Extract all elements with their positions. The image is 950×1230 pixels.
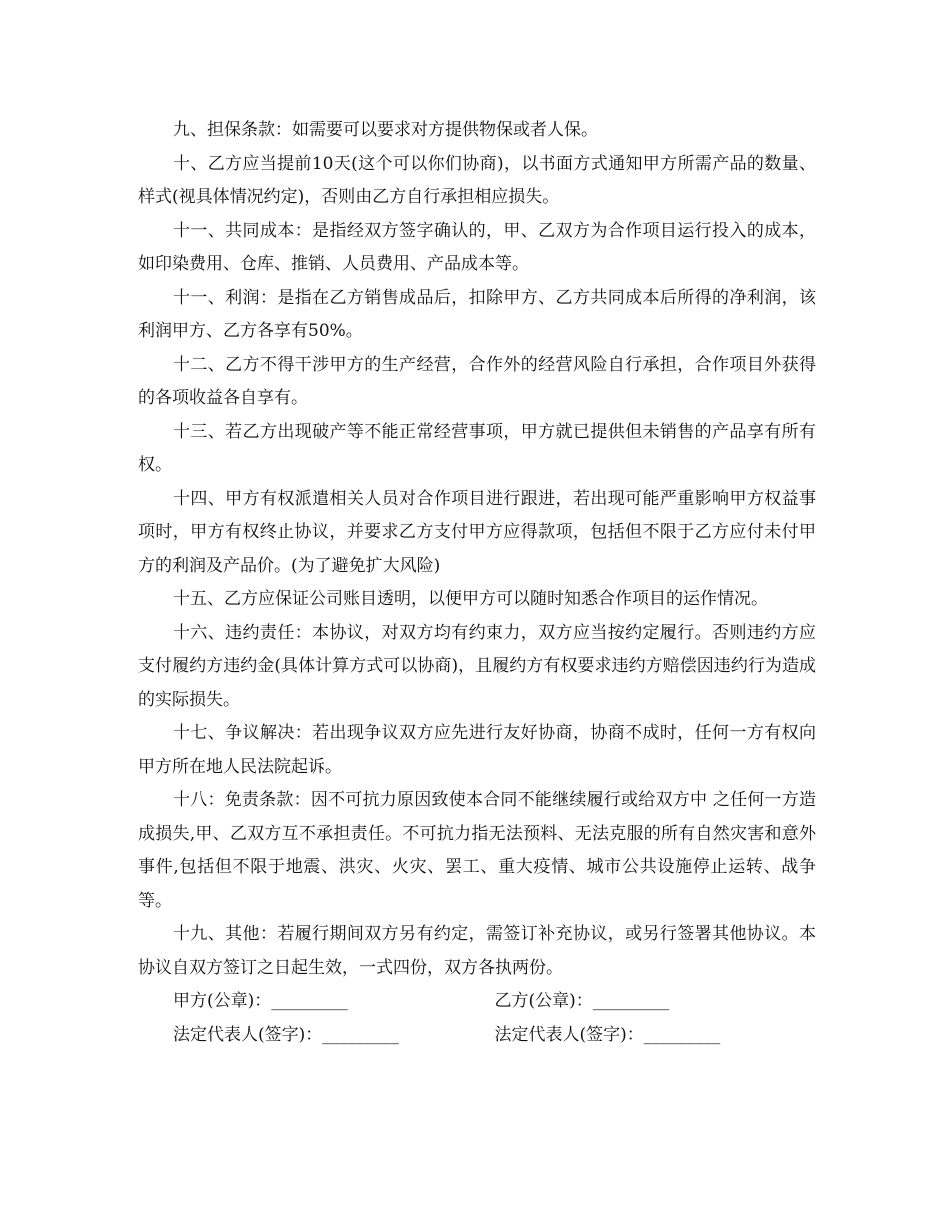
clause-19-other: 十九、其他：若履行期间双方另有约定，需签订补充协议，或另行签署其他协议。本协议自双方签订之日起生效，一式四份，双方各执两份。 bbox=[138, 924, 816, 978]
clause-14-supervision: 十四、甲方有权派遣相关人员对合作项目进行跟进，若出现可能严重影响甲方权益事项时，甲方有权终止协议，并要求乙方支付甲方应得款项，包括但不限于乙方应付未付甲方的利润及产品价。(为了避免扩大风险) bbox=[138, 488, 816, 576]
clause-12-non-interference: 十二、乙方不得干涉甲方的生产经营，合作外的经营风险自行承担，合作项目外获得的各项收益各自享有。 bbox=[138, 354, 816, 408]
clause-18-force-majeure: 十八：免责条款：因不可抗力原因致使本合同不能继续履行或给双方中 之任何一方造成损失,甲、乙双方互不承担责任。不可抗力指无法预料、无法克服的所有自然灾害和意外事件,包括但不限于地震、洪灾、火灾、罢工、重大疫情、城市公共设施停止运转、战争等。 bbox=[138, 790, 816, 911]
party-a-seal-field[interactable]: 甲方(公章)：_________ bbox=[173, 991, 348, 1011]
clause-13-bankruptcy: 十三、若乙方出现破产等不能正常经营事项，甲方就已提供但未销售的产品享有所有权。 bbox=[138, 421, 816, 475]
clause-11-profit: 十一、利润：是指在乙方销售成品后，扣除甲方、乙方共同成本后所得的净利润，该利润甲方、乙方各享有50%。 bbox=[138, 287, 816, 341]
signature-row-representative bbox=[138, 1019, 816, 1053]
clause-16-liability: 十六、违约责任：本协议，对双方均有约束力，双方应当按约定履行。否则违约方应支付履约方违约金(具体计算方式可以协商)，且履约方有权要求违约方赔偿因违约行为造成的实际损失。 bbox=[138, 622, 816, 710]
contract-body bbox=[138, 114, 816, 1052]
clause-11-common-cost: 十一、共同成本：是指经双方签字确认的，甲、乙双方为合作项目运行投入的成本，如印染费用、仓库、推销、人员费用、产品成本等。 bbox=[138, 220, 816, 274]
clause-15-transparency: 十五、乙方应保证公司账目透明，以便甲方可以随时知悉合作项目的运作情况。 bbox=[173, 589, 768, 609]
party-b-seal-field[interactable]: 乙方(公章)：_________ bbox=[494, 991, 670, 1011]
clause-9-guarantee: 九、担保条款：如需要可以要求对方提供物保或者人保。 bbox=[173, 120, 598, 140]
party-b-representative-field[interactable]: 法定代表人(签字)：_________ bbox=[494, 1024, 721, 1045]
party-a-representative-field[interactable]: 法定代表人(签字)：_________ bbox=[173, 1024, 399, 1045]
clause-17-dispute: 十七、争议解决：若出现争议双方应先进行友好协商，协商不成时，任何一方有权向甲方所在地人民法院起诉。 bbox=[138, 723, 816, 777]
signature-row-seal bbox=[138, 985, 816, 1019]
clause-10-notice: 十、乙方应当提前10天(这个可以你们协商)，以书面方式通知甲方所需产品的数量、样式(视具体情况约定)，否则由乙方自行承担相应损失。 bbox=[138, 153, 816, 207]
